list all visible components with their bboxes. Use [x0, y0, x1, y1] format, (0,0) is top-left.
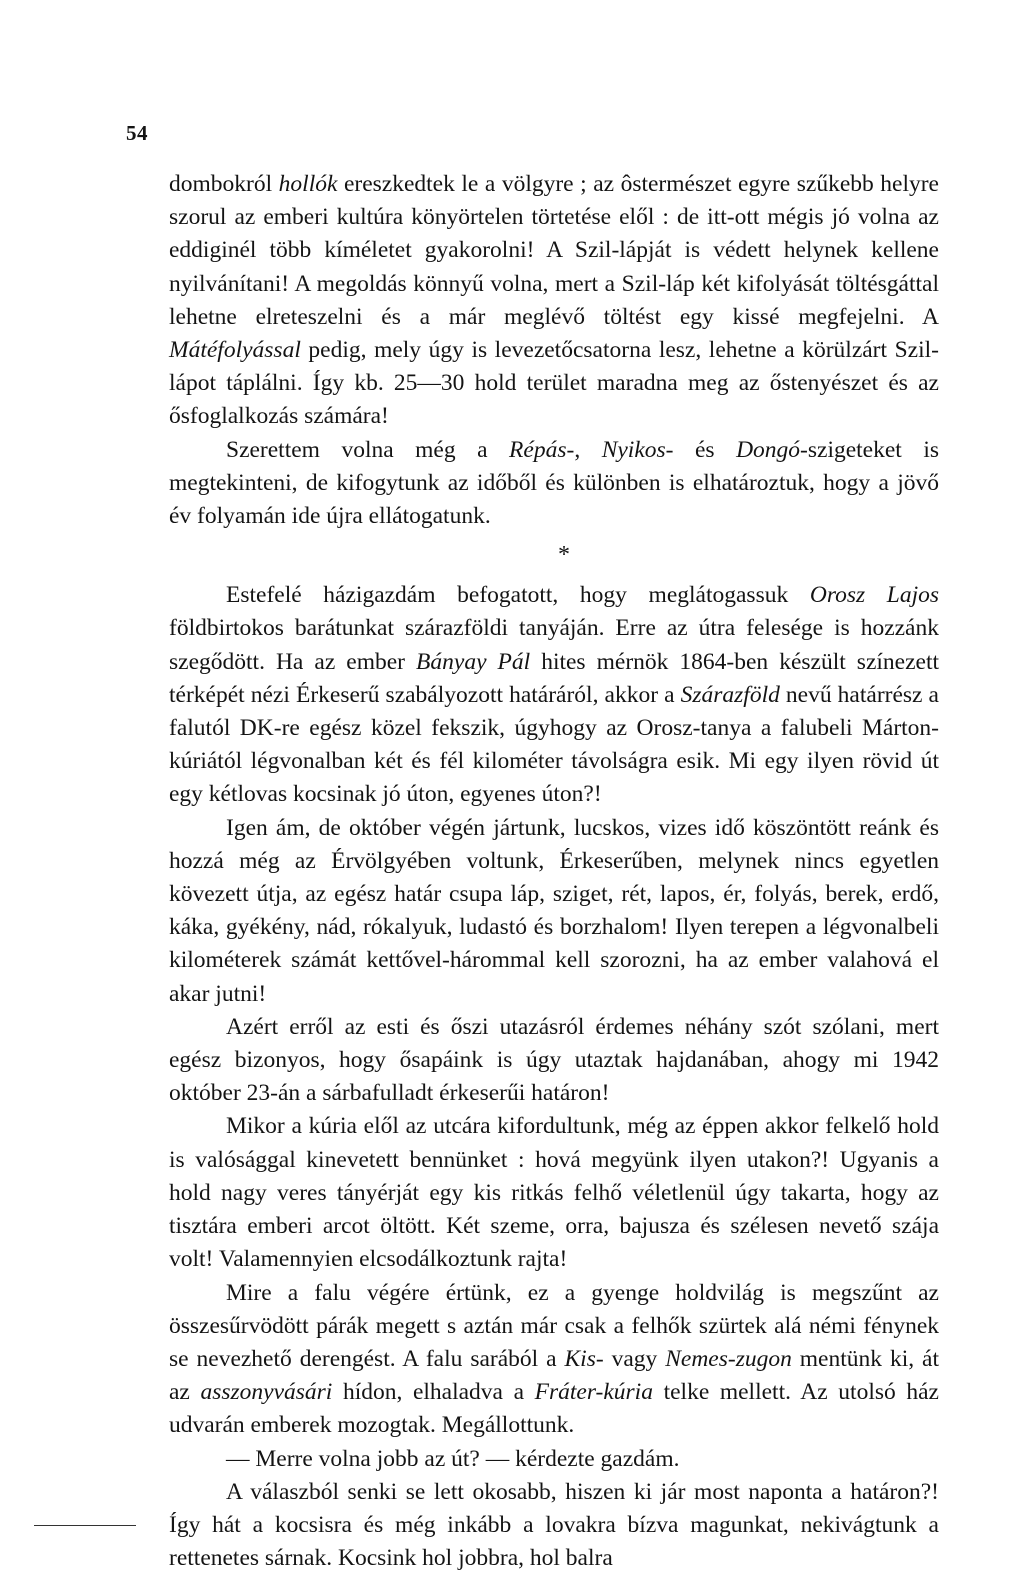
paragraph [169, 1110, 939, 1276]
italic-term: hollók [278, 171, 338, 197]
text-run: Igen ám, de október végén jártunk, lucskos, vizes idő köszöntött reánk és hozzá még az Érvölgyében voltunk, Érkeserűben, melynek nincs egyetlen kövezett útja, az egész határ csupa láp, sziget, rét, lapos, ér, folyás, berek, erdő, káka, gyékény, nád, rókalyuk, ludastó és borzhalom! Ilyen terepen a légvonalbeli kilométerek számát kettővel-hárommal kell szorozni, ha az ember valahová el akar jutni! [169, 814, 939, 1007]
page-number: 54 [126, 121, 148, 145]
paragraph [169, 168, 939, 434]
text-run: — Merre volna jobb az út? — kérdezte gazdám. [226, 1445, 680, 1472]
text-run: nevű határrész a falutól DK-re egész közel fekszik, úgyhogy az Orosz-tanya a falubeli Márton-kúriától légvonalban két és fél kilométer távolságra esik. Mi egy ilyen rövid út egy kétlovas kocsinak jó úton, egyenes úton?! [169, 681, 939, 808]
text-run: , [574, 436, 602, 463]
text-run: A válaszból senki se lett okosabb, hiszen ki jár most naponta a határon?! Így hát a kocsisra és még inkább a lovakra bízva magunkat, nekivágtunk a rettenetes sárnak. Kocsink hol jobbra, hol balra [169, 1478, 939, 1572]
section-separator: * [558, 542, 570, 569]
text-run: hites mérnök 1864-ben készült színezett térképét nézi Érkeserű szabályozott határáról, akkor a [169, 648, 939, 708]
italic-term: Fráter-kúria [534, 1379, 653, 1406]
text-run: pedig, mely úgy is levezetőcsatorna lesz, lehetne a körülzárt Szil-lápot táplálni. Így kb. 25—30 hold terület maradna meg az őstenyészet és az ősfoglalkozás számára! [169, 337, 939, 430]
italic-term: Répás- [509, 436, 575, 463]
paragraph [169, 812, 939, 1011]
text-run: Estefelé házigazdám befogatott, hogy meglátogassuk [226, 582, 810, 609]
paragraph [169, 434, 939, 534]
paragraph [169, 1277, 939, 1443]
italic-term: Nemes-zugon [665, 1345, 792, 1372]
italic-term: Nyikos- [601, 436, 674, 463]
italic-term: Bányay Pál [416, 648, 531, 675]
text-run: és [673, 436, 737, 463]
text-run: vagy [603, 1345, 666, 1372]
text-run: Szerettem volna még a [226, 436, 510, 463]
text-run: hídon, elhaladva a [332, 1379, 535, 1406]
text-run: mentünk ki, át az [169, 1345, 939, 1406]
paragraph [169, 1443, 939, 1476]
paragraph [169, 1011, 939, 1111]
body-text [169, 168, 939, 1575]
italic-term: Mátéfolyással [169, 337, 301, 364]
text-run: telke mellett. Az utolsó ház udvarán emberek mozogtak. Megállottunk. [169, 1379, 939, 1439]
italic-term: Orosz Lajos [809, 582, 939, 609]
footer-rule [34, 1525, 136, 1526]
paragraph [169, 1476, 939, 1575]
italic-term: Dongó [736, 436, 801, 463]
text-run: Mire a falu végére értünk, ez a gyenge holdvilág is megszűnt az összesűrvödött párák megett s aztán már csak a felhők szürtek alá némi fénynek se nevezhető derengést. A falu sarából a [169, 1279, 939, 1372]
text-run: -szigeteket is megtekinteni, de kifogytunk az időből és különben is elhatároztuk, hogy a jövő év folyamán ide újra ellátogatunk. [169, 436, 939, 530]
italic-term: Kis- [564, 1345, 604, 1372]
italic-term: Szárazföld [680, 681, 780, 708]
text-run: Azért erről az esti és őszi utazásról érdemes néhány szót szólani, mert egész bizonyos, hogy ősapáink is úgy utaztak hajdanában, ahogy mi 1942 október 23-án a sárbafulladt érkeserűi határon! [169, 1013, 939, 1107]
italic-term: asszonyvásári [200, 1379, 333, 1406]
text-run: földbirtokos barátunkat szárazföldi tanyáján. Erre az útra felesége is hozzánk szegődött. Ha az ember [169, 615, 939, 675]
text-run: ereszkedtek le a völgyre ; az ôstermészet egyre szűkebb helyre szorul az emberi kultúra könyörtelen törtetése elől : de itt-ott mégis jó volna az eddiginél több kíméletet gyakorolni! A Szil-lápját is védett helynek kellene nyilvánítani! A megoldás könnyű volna, mert a Szil-láp két kifolyását töltésgáttal lehetne elreteszelni és a már meglévő töltést egy kissé megfejelni. A [169, 171, 939, 330]
paragraph [169, 579, 939, 811]
text-run: dombokról [169, 171, 279, 197]
text-run: Mikor a kúria elől az utcára kifordultunk, még az éppen akkor felkelő hold is valósággal kinevetett bennünket : hová megyünk ilyen utakon?! Ugyanis a hold nagy veres tányérját egy kis ritkás felhő véletlenül úgy takarta, hogy az tisztára emberi arcot öltött. Két szeme, orra, bajusza és szélesen nevető szája volt! Valamennyien elcsodálkoztunk rajta! [169, 1113, 939, 1273]
